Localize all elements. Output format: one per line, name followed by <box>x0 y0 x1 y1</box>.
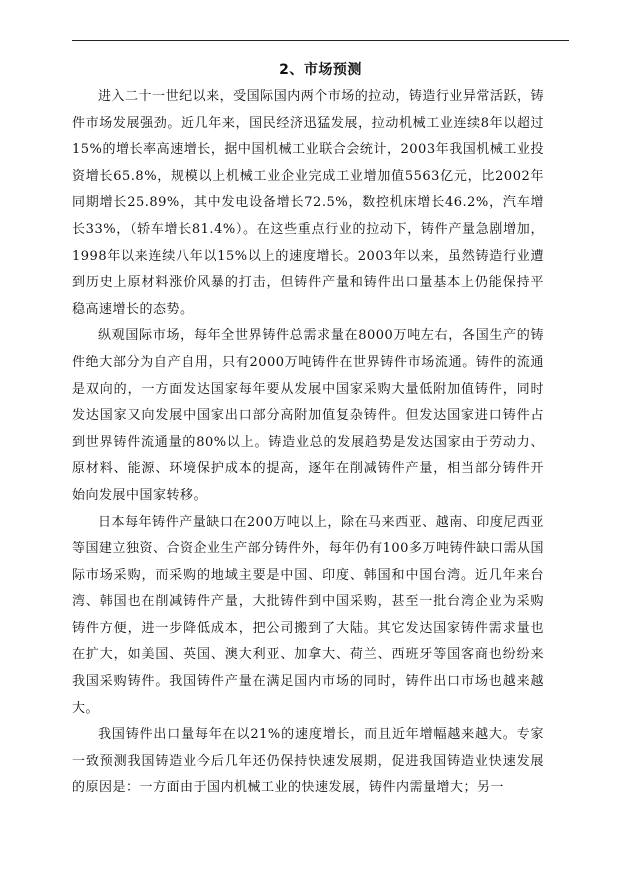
paragraph-international-market: 纵观国际市场，每年全世界铸件总需求量在8000万吨左右，各国生产的铸件绝大部分为自产自用，只有2000万吨铸件在世界铸件市场流通。铸件的流通是双向的，一方面发达国家每年要从发展中国家采购大量低附加值铸件，同时发达国家又向发展中国家出口部分高附加值复杂铸件。但发达国家进口铸件占到世界铸件流通量的80%以上。铸造业总的发展趋势是发达国家由于劳动力、原材料、能源、环境保护成本的提高，逐年在削减铸件产量，相当部分铸件开始向发展中国家转移。 <box>72 328 544 503</box>
paragraph-japan-demand: 日本每年铸件产量缺口在200万吨以上，除在马来西亚、越南、印度尼西亚等国建立独资、合资企业生产部分铸件外，每年仍有100多万吨铸件缺口需从国际市场采购，而采购的地域主要是中国、印度、韩国和中国台湾。近几年来台湾、韩国也在削减铸件产量，大批铸件到中国采购，甚至一批台湾企业为采购铸件方便，进一步降低成本，把公司搬到了大陆。其它发达国家铸件需求量也在扩大，如美国、英国、澳大利亚、加拿大、荷兰、西班牙等国客商也纷纷来我国采购铸件。我国铸件产量在满足国内市场的同时，铸件出口市场也越来越大。 <box>72 514 544 716</box>
paragraph-export-growth: 我国铸件出口量每年在以21%的速度增长，而且近年增幅越来越大。专家一致预测我国铸造业今后几年还仍保持快速发展期，促进我国铸造业快速发展的原因是：一方面由于国内机械工业的快速发展，铸件内需量增大；另一 <box>72 727 544 796</box>
section-title: 2、市场预测 <box>279 62 362 78</box>
paragraph-domestic-market: 进入二十一世纪以来，受国际国内两个市场的拉动，铸造行业异常活跃，铸件市场发展强劲。近几年来，国民经济迅猛发展，拉动机械工业连续8年以超过15%的增长率高速增长，据中国机械工业联合会统计，2003年我国机械工业投资增长65.8%，规模以上机械工业企业完成工业增加值5563亿元，比2002年同期增长25.89%，其中发电设备增长72.5%，数控机床增长46.2%，汽车增长33%，（轿车增长81.4%）。在这些重点行业的拉动下，铸件产量急剧增加，1998年以来连续八年以15%以上的速度增长。2003年以来，虽然铸造行业遭到历史上原材料涨价风暴的打击，但铸件产量和铸件出口量基本上仍能保持平稳高速增长的态势。 <box>72 89 544 317</box>
header-rule <box>72 40 569 41</box>
document-body <box>72 84 544 802</box>
